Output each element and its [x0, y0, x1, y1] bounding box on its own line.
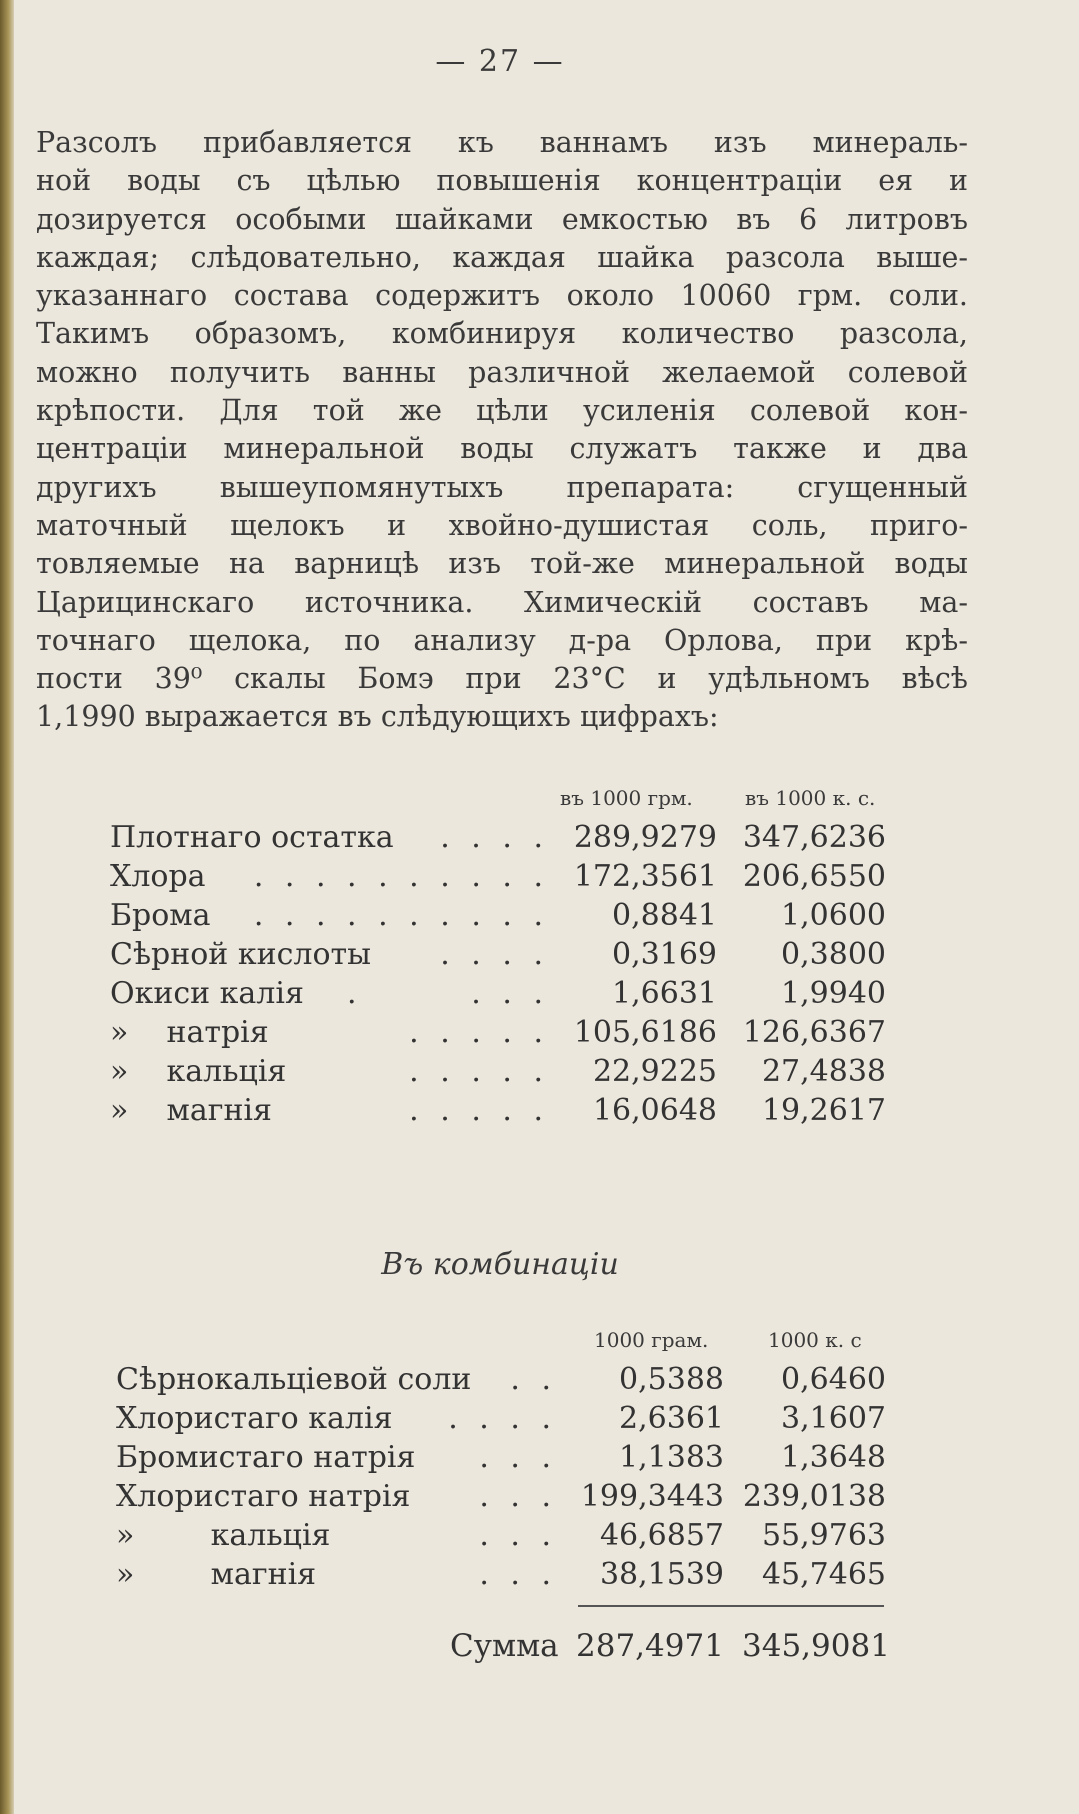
table2-col2-header: 1000 к. с	[768, 1328, 862, 1352]
row-label: Окиси калія	[110, 976, 304, 1011]
paragraph-line: каждая; слѣдовательно, каждая шайка разсола выше-	[36, 240, 968, 274]
row-leader-dots: . . . . .	[409, 1015, 549, 1050]
row-leader-dots: . . .	[479, 1557, 557, 1592]
row-value-2: 1,9940	[781, 976, 886, 1011]
paragraph-line: Такимъ образомъ, комбинируя количество разсола,	[36, 317, 968, 351]
paragraph-line: маточный щелокъ и хвойно-душистая соль, приго-	[36, 508, 968, 542]
row-label: Плотнаго остатка	[110, 820, 394, 855]
table-row	[0, 820, 1079, 858]
row-leader-dots: . . . . .	[409, 1093, 549, 1128]
table2-col1-header: 1000 грам.	[594, 1328, 709, 1352]
row-label: Бромистаго натрія	[116, 1440, 416, 1475]
row-value-1: 1,6631	[612, 976, 717, 1011]
row-value-1: 0,8841	[612, 898, 717, 933]
row-value-1: 46,6857	[599, 1518, 724, 1553]
row-value-1: 289,9279	[573, 820, 717, 855]
table-row	[0, 1401, 1079, 1439]
row-value-1: 0,5388	[619, 1362, 724, 1397]
paragraph-line: 1,1990 выражается въ слѣдующихъ цифрахъ:	[36, 700, 719, 734]
row-value-1: 105,6186	[573, 1015, 717, 1050]
row-label: Хлористаго калія	[116, 1401, 393, 1436]
sum-value-2: 345,9081	[742, 1628, 890, 1664]
paragraph-line: ной воды съ цѣлью повышенія концентраціи ея и	[36, 164, 968, 198]
table-row	[0, 1362, 1079, 1400]
paragraph-line: указаннаго состава содержитъ около 10060 грм. соли.	[36, 279, 968, 313]
row-leader-dots: . . . .	[440, 937, 549, 972]
row-label: Сѣрнокальціевой соли	[116, 1362, 472, 1397]
paragraph-line: можно получить ванны различной желаемой солевой	[36, 355, 968, 389]
row-label: » магнія	[116, 1557, 317, 1592]
row-label: » натрія	[110, 1015, 269, 1050]
combination-heading: Въ комбинаціи	[381, 1247, 619, 1282]
table1-col2-header: въ 1000 к. с.	[745, 786, 876, 810]
table-row	[0, 1015, 1079, 1053]
paragraph-line: точнаго щелока, по анализу д-ра Орлова, при крѣ-	[36, 623, 968, 657]
row-value-2: 55,9763	[761, 1518, 886, 1553]
row-value-1: 172,3561	[573, 859, 717, 894]
row-value-1: 38,1539	[599, 1557, 724, 1592]
row-value-1: 1,1383	[619, 1440, 724, 1475]
body-paragraph	[36, 124, 968, 737]
paragraph-line: крѣпости. Для той же цѣли усиленія солевой кон-	[36, 394, 968, 428]
page-number: — 27 —	[435, 44, 565, 79]
table1-col1-header: въ 1000 грм.	[560, 786, 693, 810]
paragraph-line: Разсолъ прибавляется къ ваннамъ изъ минераль-	[36, 126, 968, 159]
table-row	[0, 859, 1079, 897]
row-leader-dots: . . . .	[448, 1401, 557, 1436]
row-value-1: 22,9225	[592, 1054, 717, 1089]
row-leader-dots: . . . .	[440, 820, 549, 855]
paragraph-line: центраціи минеральной воды служатъ также и два	[36, 432, 968, 466]
paragraph-line: дозируется особыми шайками емкостью въ 6 литровъ	[36, 202, 968, 236]
row-label: » магнія	[110, 1093, 272, 1128]
row-value-2: 3,1607	[781, 1401, 886, 1436]
row-value-2: 239,0138	[742, 1479, 886, 1514]
table-row	[0, 898, 1079, 936]
row-value-2: 27,4838	[761, 1054, 886, 1089]
row-leader-dots: . . . .	[347, 976, 549, 1011]
table-row	[0, 1557, 1079, 1595]
sum-rule	[578, 1605, 884, 1607]
row-value-2: 206,6550	[742, 859, 886, 894]
row-value-2: 1,3648	[781, 1440, 886, 1475]
row-value-2: 45,7465	[761, 1557, 886, 1592]
table-row	[0, 1093, 1079, 1131]
row-value-2: 126,6367	[742, 1015, 886, 1050]
row-value-1: 0,3169	[612, 937, 717, 972]
row-label: Брома	[110, 898, 211, 933]
row-leader-dots: . . . . . . . . . .	[253, 859, 549, 894]
paragraph-line: другихъ вышеупомянутыхъ препарата: сгущенный	[36, 470, 968, 504]
row-label: Хлора	[110, 859, 206, 894]
row-label: » кальція	[110, 1054, 287, 1089]
row-leader-dots: . . .	[479, 1479, 557, 1514]
row-label: Сѣрной кислоты	[110, 937, 371, 972]
table-row	[0, 1440, 1079, 1478]
row-value-2: 0,3800	[781, 937, 886, 972]
row-leader-dots: . .	[510, 1362, 557, 1397]
row-value-1: 199,3443	[580, 1479, 724, 1514]
table-row	[0, 1479, 1079, 1517]
row-leader-dots: . . .	[479, 1440, 557, 1475]
table-row	[0, 1518, 1079, 1556]
row-value-2: 19,2617	[761, 1093, 886, 1128]
paragraph-line: Царицинскаго источника. Химическій составъ ма-	[36, 585, 968, 619]
table-row	[0, 937, 1079, 975]
paragraph-line: товляемые на варницѣ изъ той-же минеральной воды	[36, 547, 968, 581]
sum-value-1: 287,4971	[576, 1628, 724, 1664]
row-value-2: 0,6460	[781, 1362, 886, 1397]
paragraph-line: пости 39⁰ скалы Бомэ при 23°С и удѣльномъ вѣсѣ	[36, 662, 968, 696]
row-value-1: 16,0648	[592, 1093, 717, 1128]
row-leader-dots: . . . . .	[409, 1054, 549, 1089]
row-value-2: 347,6236	[742, 820, 886, 855]
sum-label: Сумма	[450, 1628, 559, 1664]
row-value-1: 2,6361	[619, 1401, 724, 1436]
table-row	[0, 976, 1079, 1014]
row-leader-dots: . . .	[479, 1518, 557, 1553]
row-label: Хлористаго натрія	[116, 1479, 411, 1514]
table-row	[0, 1054, 1079, 1092]
row-value-2: 1,0600	[781, 898, 886, 933]
row-label: » кальція	[116, 1518, 331, 1553]
row-leader-dots: . . . . . . . . . .	[253, 898, 549, 933]
